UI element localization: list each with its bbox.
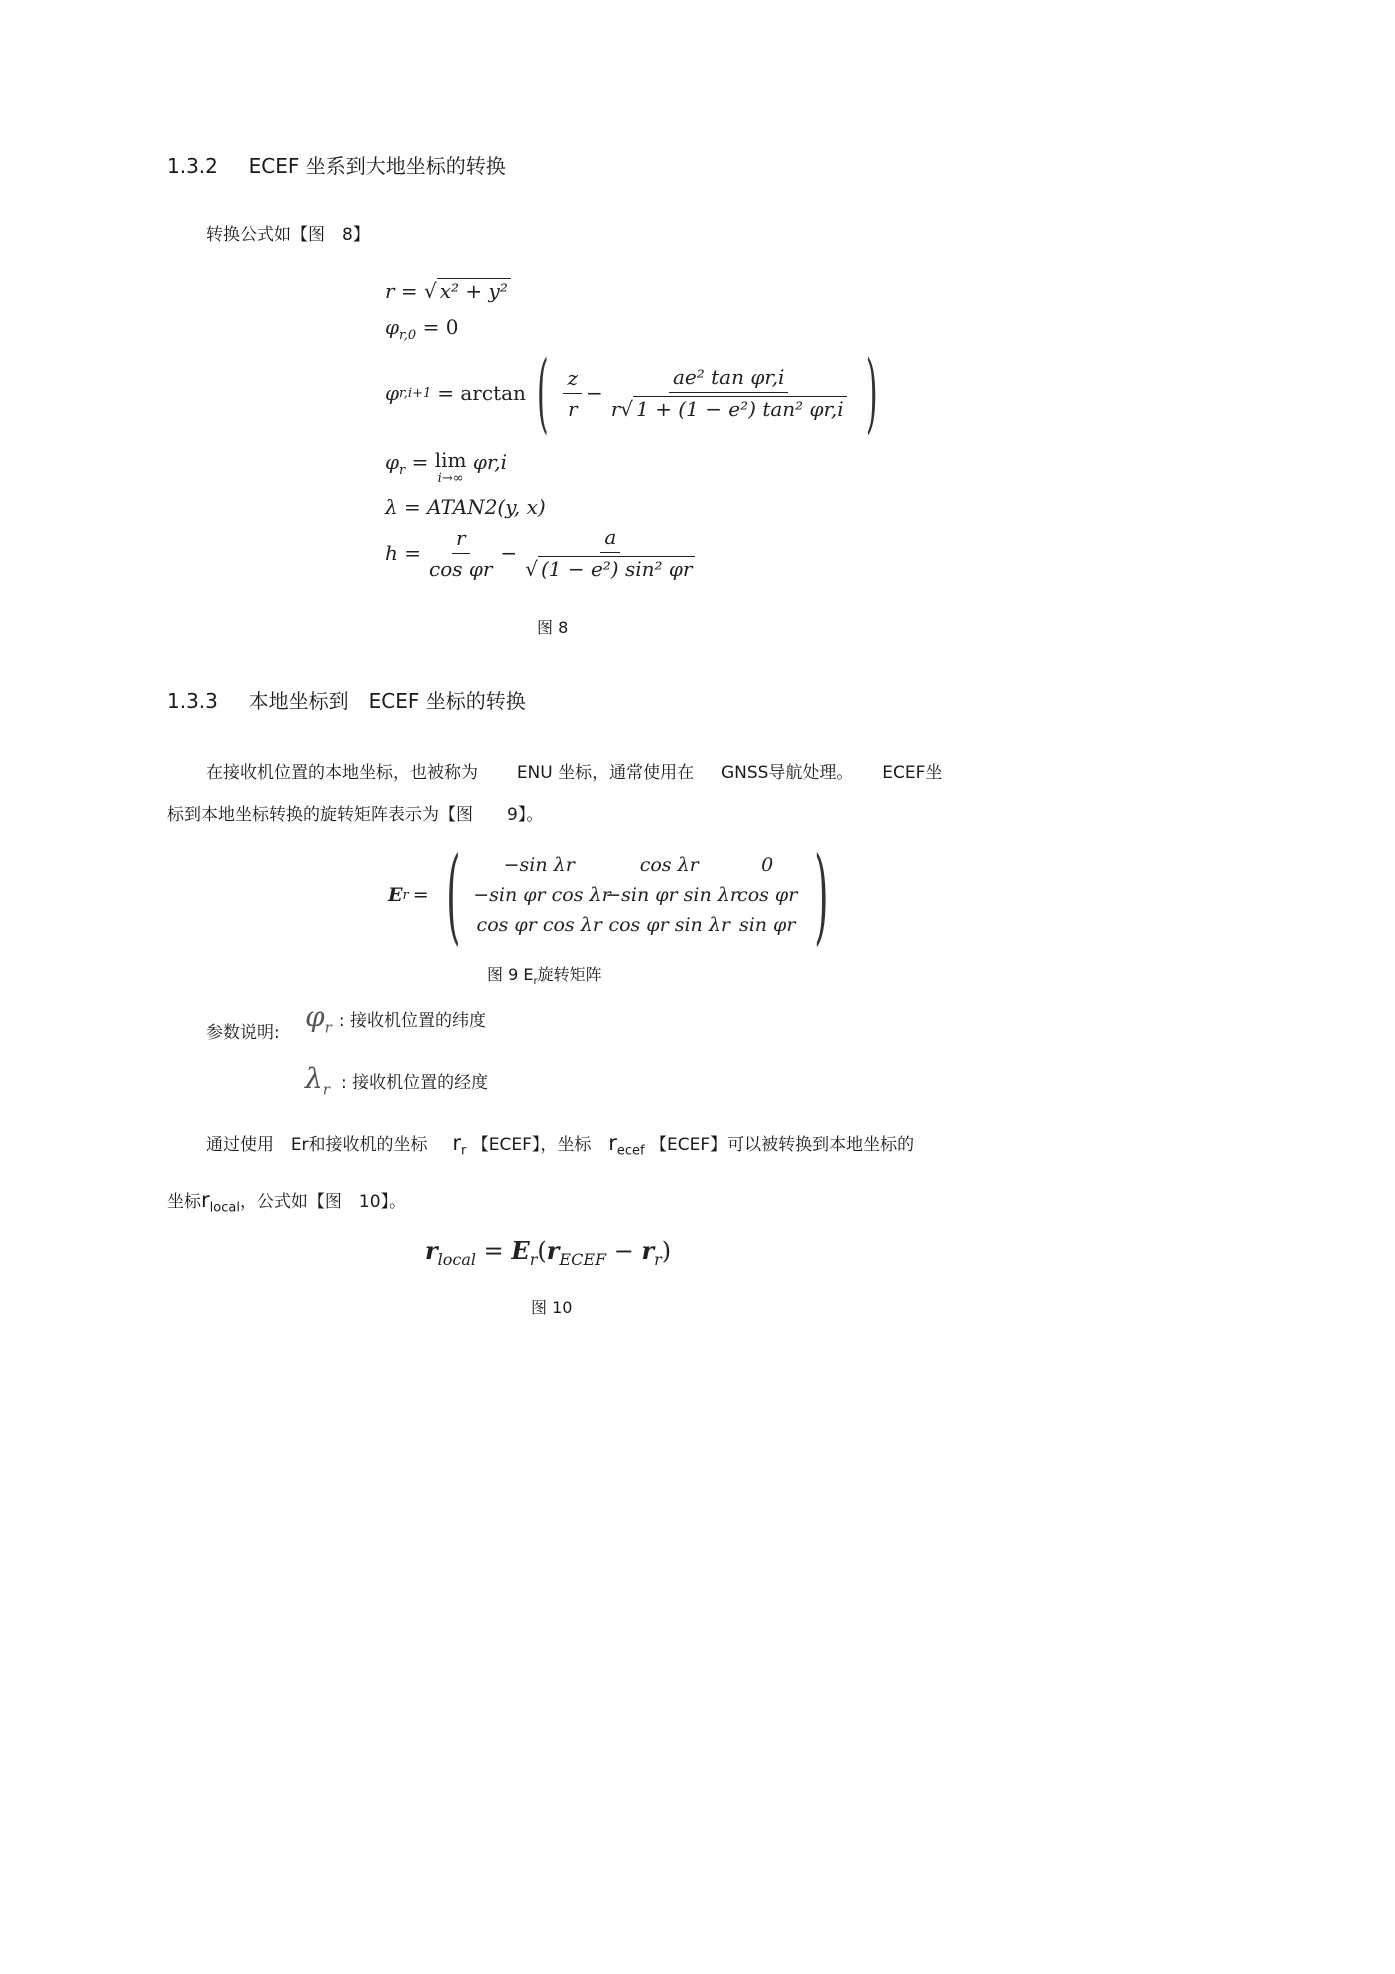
- figure-9-matrix-equation: E r = ( −sin λr cos λr 0 −sin φr cos λr −sin φr sin λr cos φr cos φr cos λr cos φr sin λr sin φr ): [388, 834, 829, 956]
- lambda-description: : 接收机位置的经度: [341, 1073, 489, 1093]
- right-paren: ): [865, 343, 878, 443]
- section-number: 1.3.2: [167, 154, 218, 178]
- matrix-cell: −sin φr sin λr: [605, 884, 739, 906]
- paragraph-1-line-1: 在接收机位置的本地坐标，也被称为 ENU 坐标，通常使用在 GNSS导航处理。 ECEF坐: [206, 763, 943, 783]
- section-title: 本地坐标到 ECEF 坐标的转换: [248, 689, 526, 713]
- matrix-right-paren: ): [814, 834, 829, 956]
- matrix-cell: −sin λr: [503, 854, 575, 876]
- figure-10-caption: 图 10: [531, 1298, 573, 1317]
- matrix-left-paren: (: [445, 834, 461, 956]
- rotation-matrix: [473, 854, 801, 936]
- lambda-symbol: $\lambda_r$: [305, 1062, 330, 1099]
- matrix-cell: cos φr: [737, 884, 798, 906]
- paragraph-1-line-2: 标到本地坐标转换的旋转矩阵表示为【图 9】。: [167, 805, 544, 825]
- fraction-z-over-r: $\frac{z}{r}$: [563, 366, 582, 421]
- section-number: 1.3.3: [167, 689, 218, 713]
- phi-symbol: $\varphi_r$: [305, 1000, 332, 1037]
- figure-9-caption: 图 9 $E_r$旋转矩阵: [487, 965, 602, 988]
- equation-lambda: λ = ATAN2(y, x): [385, 495, 546, 519]
- equation-h: h = $\frac{r}{\text{cos φr}}$ − $\frac{a}{\text{√ (1 − e²) sin² φr}}$: [385, 525, 703, 581]
- matrix-cell: 0: [761, 854, 774, 876]
- matrix-cell: sin φr: [738, 914, 796, 936]
- param-phi: [305, 1000, 486, 1037]
- equation-phi-limit: $\varphi_r$ = lim i→∞ φr,i: [385, 448, 507, 486]
- section-heading-1-3-3: [167, 685, 526, 714]
- section-title: ECEF 坐系到大地坐标的转换: [248, 154, 506, 178]
- matrix-cell: cos φr sin λr: [608, 914, 730, 936]
- figure-10-equation: $r_{local} = E_r(r_{ECEF} - r_r)$: [425, 1236, 672, 1269]
- equation-phi-iteration: φ r,i+1 = arctan ( $\frac{z}{r}$ − $\frac{\text{ae² tan φr,i}}{\text{r√ 1 + (1 − e²) tan² φr,i}}$ ): [385, 343, 878, 443]
- equation-phi-initial: $\varphi_{r,0} = 0$: [385, 315, 459, 343]
- intro-paragraph: 转换公式如【图 8】: [206, 225, 370, 245]
- figure-8-caption: 图 8: [537, 618, 569, 637]
- figure-8-equations: [385, 270, 878, 595]
- param-lambda: [305, 1062, 488, 1099]
- matrix-cell: −sin φr cos λr: [473, 884, 611, 906]
- paragraph-2-line-2: 坐标$r_{local}$，公式如【图 10】。: [167, 1188, 407, 1216]
- matrix-cell: cos λr: [639, 854, 699, 876]
- section-heading-1-3-2: [167, 150, 506, 179]
- matrix-cell: cos φr cos λr: [476, 914, 602, 936]
- fraction-correction: $\frac{\text{ae² tan φr,i}}{\text{r√ 1 + (1 − e²) tan² φr,i}}$: [607, 365, 851, 421]
- phi-description: : 接收机位置的纬度: [338, 1011, 487, 1031]
- params-label: 参数说明:: [206, 1023, 280, 1043]
- equation-r: r = √ x² + y²: [385, 278, 511, 303]
- paragraph-2-line-1: 通过使用 Er和接收机的坐标 $r_r$ 【ECEF】，坐标 $r_{ecef}$ 【ECEF】可以被转换到本地坐标的: [206, 1131, 915, 1159]
- left-paren: (: [536, 343, 549, 443]
- sqrt-term: x² + y²: [437, 278, 511, 303]
